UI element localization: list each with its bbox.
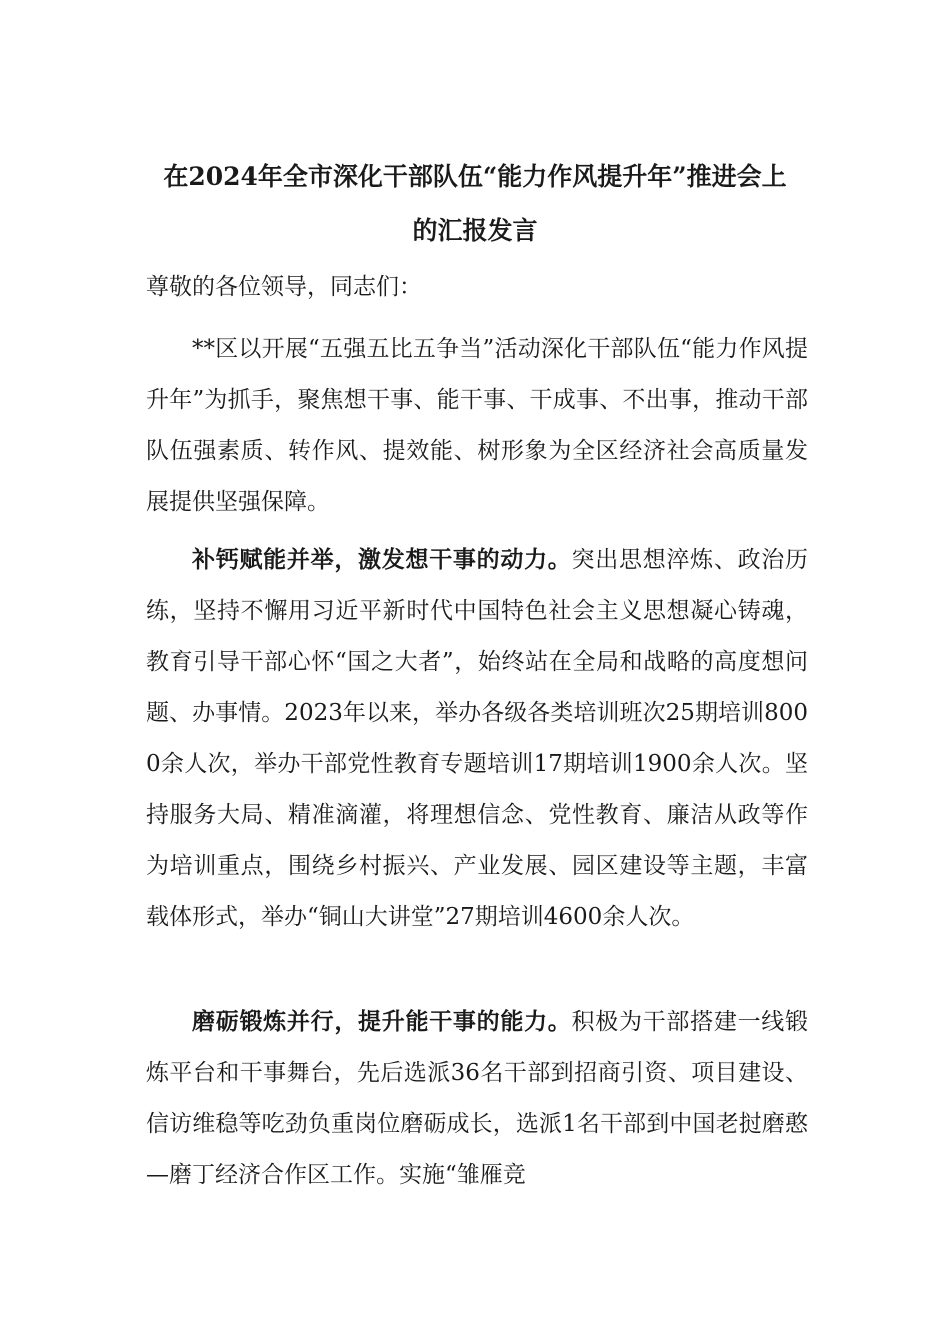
document-title [140, 150, 810, 258]
paragraph-lead: 补钙赋能并举，激发想干事的动力。 [192, 546, 572, 573]
paragraph-lead: 磨砺锻炼并行，提升能干事的能力。 [192, 1008, 572, 1035]
paragraph-body: **区以开展“五强五比五争当”活动深化干部队伍“能力作风提升年”为抓手，聚焦想干事、能干事、干成事、不出事，推动干部队伍强素质、转作风、提效能、树形象为全区经济社会高质量发展提供坚强保障。 [146, 336, 808, 515]
title-line-1: 在2024年全市深化干部队伍“能力作风提升年”推进会上 [163, 162, 787, 191]
paragraph-capability [146, 996, 808, 1201]
paragraph-body: 积极为干部搭建一线锻炼平台和干事舞台，先后选派36名干部到招商引资、项目建设、信访维稳等吃劲负重岗位磨砺成长，选派1名干部到中国老挝磨憨—磨丁经济合作区工作。实施“雏雁竞 [146, 1009, 809, 1188]
paragraph-motivation [146, 534, 808, 943]
paragraph-intro [146, 323, 808, 528]
title-line-2: 的汇报发言 [412, 216, 538, 245]
greeting: 尊敬的各位领导，同志们： [146, 274, 422, 300]
paragraph-body: 突出思想淬炼、政治历练，坚持不懈用习近平新时代中国特色社会主义思想凝心铸魂，教育引导干部心怀“国之大者”，始终站在全局和战略的高度想问题、办事情。2023年以来，举办各级各类培训班次25期培训8000余人次，举办干部党性教育专题培训17期培训1900余人次。坚持服务大局、精准滴灌，将理想信念、党性教育、廉洁从政等作为培训重点，围绕乡村振兴、产业发展、园区建设等主题，丰富载体形式，举办“铜山大讲堂”27期培训4600余人次。 [146, 547, 809, 930]
